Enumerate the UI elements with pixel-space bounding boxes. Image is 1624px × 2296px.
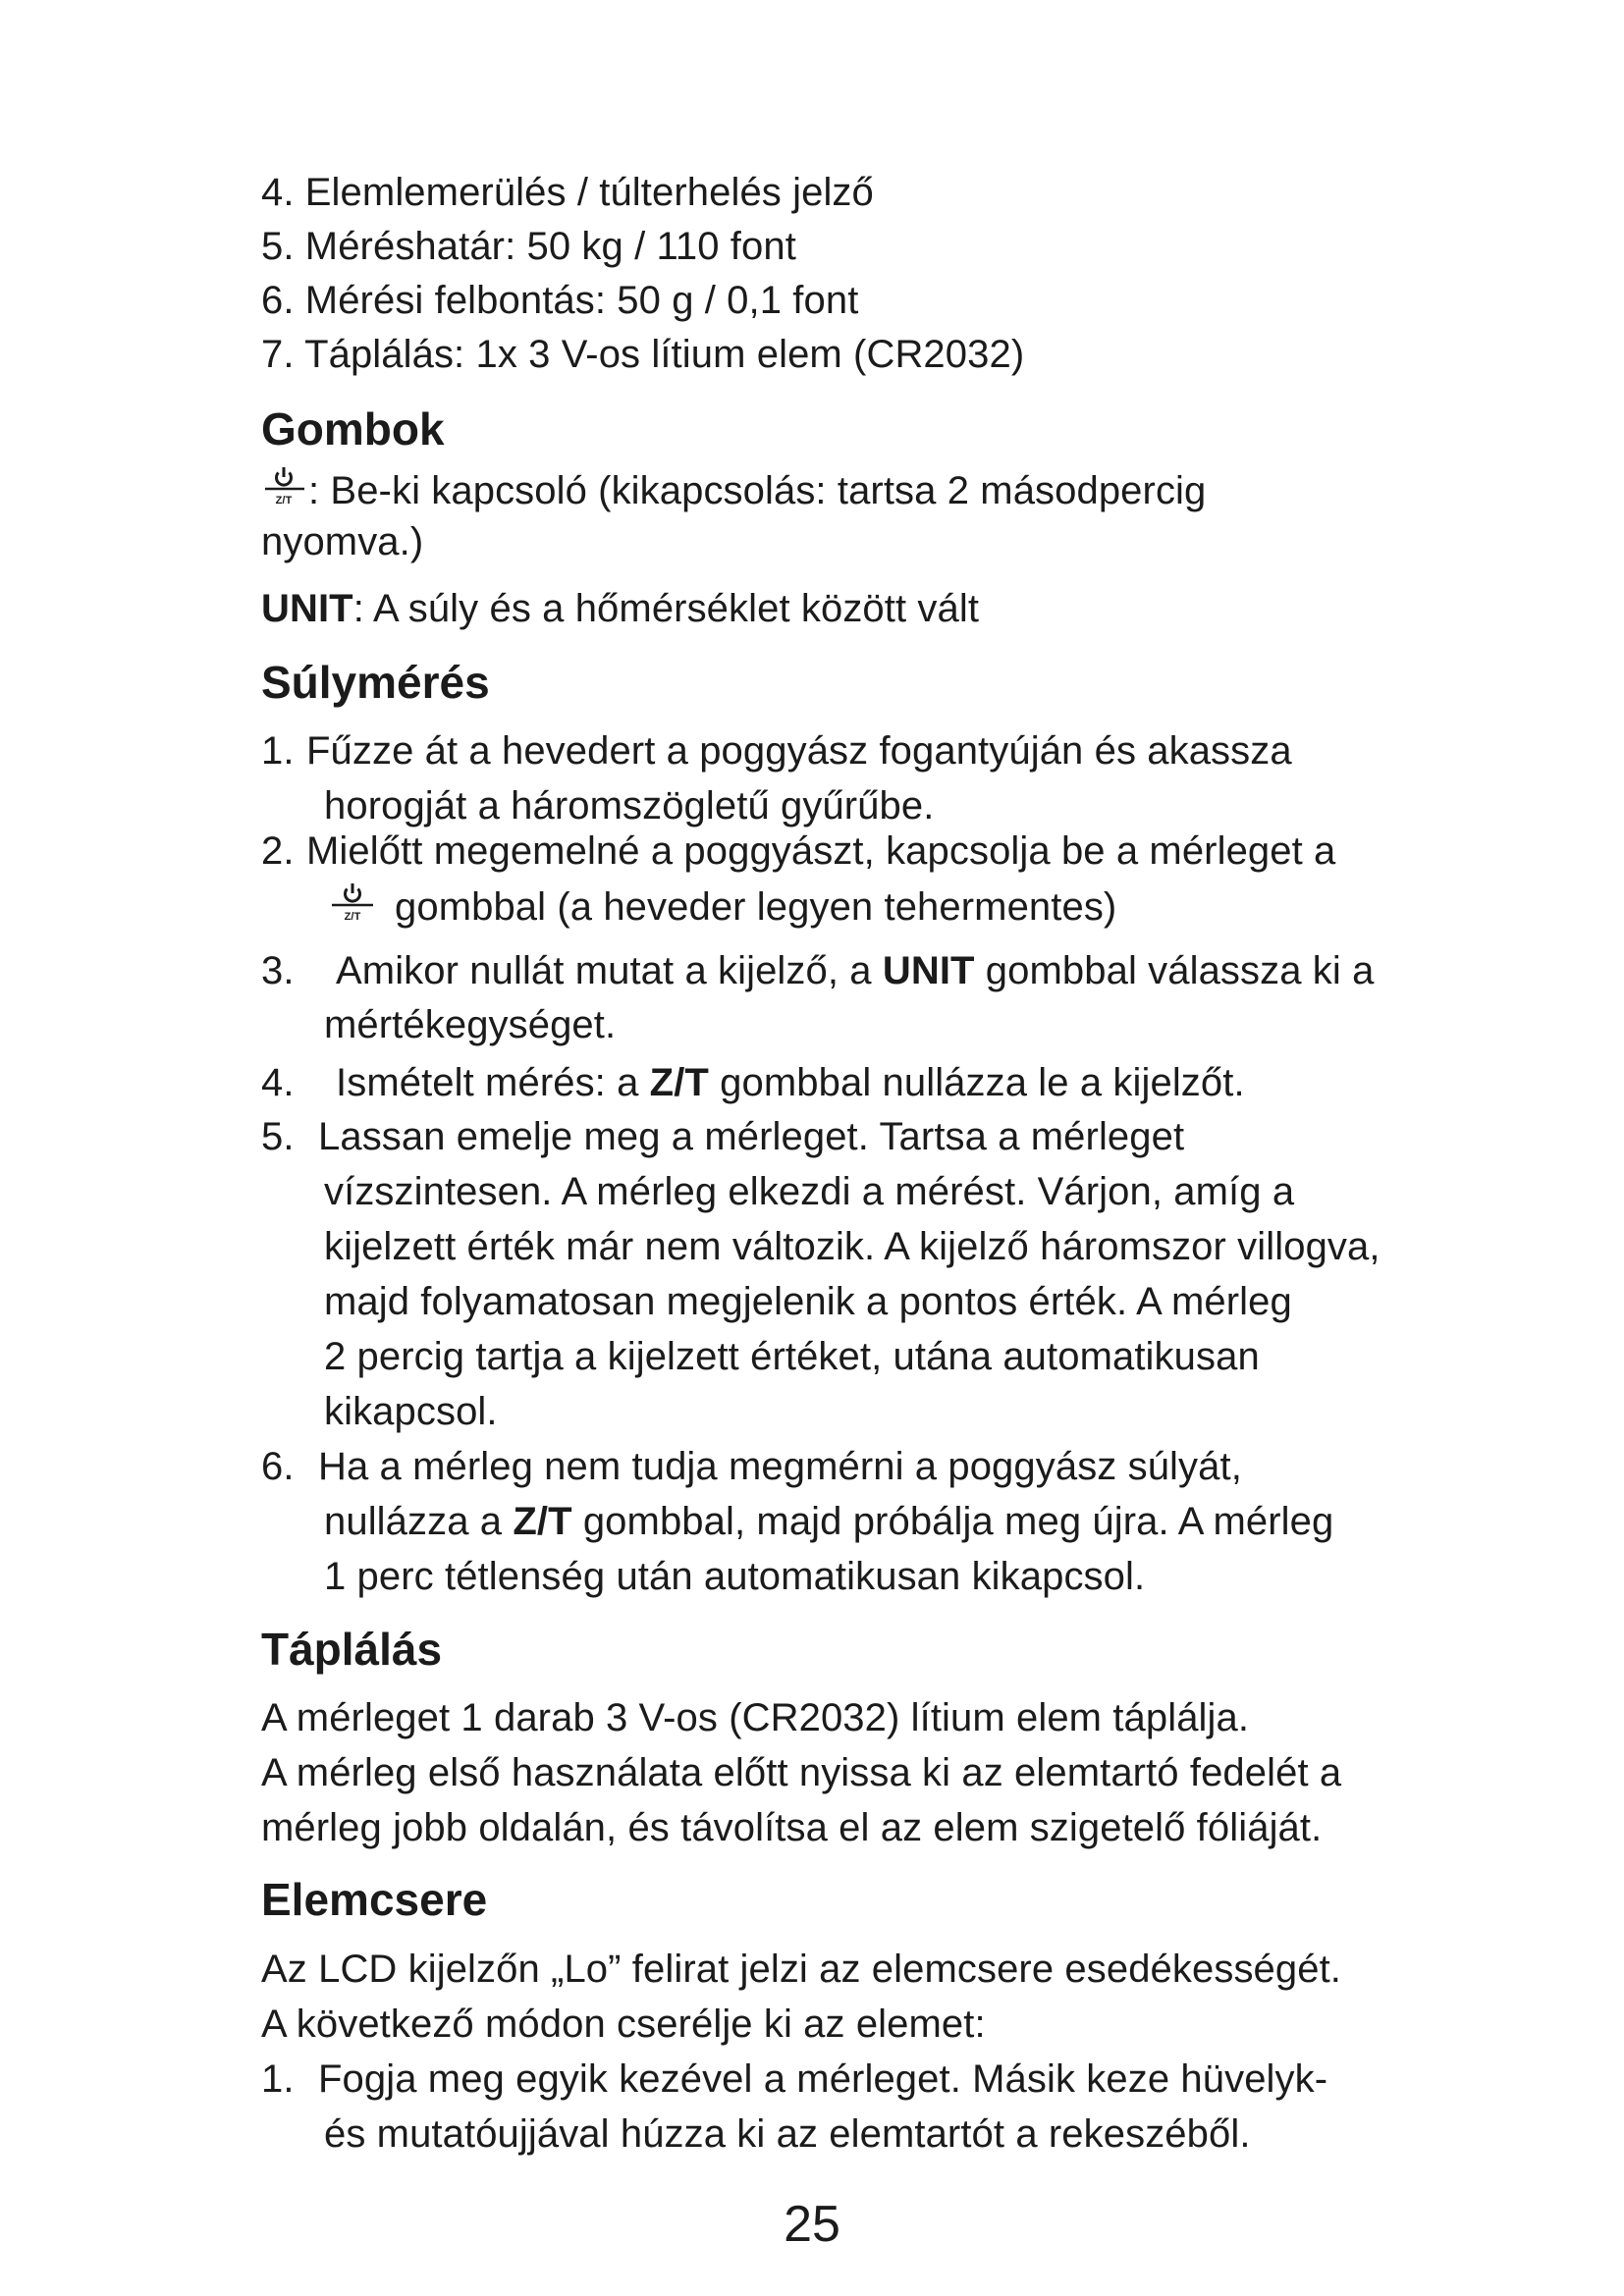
spec-item-6: 6. Mérési felbontás: 50 g / 0,1 font: [261, 279, 859, 322]
spec-item-4: 4. Elemlemerülés / túlterhelés jelző: [261, 171, 874, 214]
power-button-description: Z/T : Be-ki kapcsoló (kikapcsolás: tartsa 2 másodpercig: [261, 464, 1206, 522]
section-heading-gombok: Gombok: [261, 403, 445, 454]
step-6-cont-2: 1 perc tétlenség után automatikusan kikapcsol.: [324, 1555, 1146, 1598]
step-5-cont-4: 2 percig tartja a kijelzett értéket, utána automatikusan: [324, 1335, 1260, 1378]
svg-text:Z/T: Z/T: [275, 495, 293, 507]
step-5-cont-5: kikapcsol.: [324, 1390, 498, 1433]
elemcsere-line-2: A következő módon cserélje ki az elemet:: [261, 2002, 986, 2046]
spec-item-7: 7. Táplálás: 1x 3 V-os lítium elem (CR2032): [261, 333, 1025, 376]
taplalas-line-1: A mérleget 1 darab 3 V-os (CR2032) lítium elem táplálja.: [261, 1696, 1250, 1739]
taplalas-line-3: mérleg jobb oldalán, és távolítsa el az elem szigetelő fóliáját.: [261, 1806, 1323, 1849]
step-1: 1. Fűzze át a hevedert a poggyász fogantyúján és akassza: [261, 729, 1292, 773]
power-button-description-cont: nyomva.): [261, 520, 424, 563]
elemcsere-step-1-cont: és mutatóujjával húzza ki az elemtartót a rekeszéből.: [324, 2112, 1251, 2156]
step-1-cont: horogját a háromszögletű gyűrűbe.: [324, 784, 935, 828]
section-heading-taplalas: Táplálás: [261, 1624, 443, 1675]
elemcsere-step-1: 1. Fogja meg egyik kezével a mérleget. Másik keze hüvelyk-: [261, 2057, 1328, 2101]
power-zt-icon: [324, 881, 383, 938]
step-3: 3. Amikor nullát mutat a kijelző, a UNIT gombbal válassza ki a: [261, 949, 1375, 992]
spec-item-5: 5. Méréshatár: 50 kg / 110 font: [261, 225, 796, 268]
step-5-cont-1: vízszintesen. A mérleg elkezdi a mérést. Várjon, amíg a: [324, 1170, 1295, 1213]
unit-button-description: UNIT: A súly és a hőmérséklet között vált: [261, 587, 980, 630]
step-6: 6. Ha a mérleg nem tudja megmérni a poggyász súlyát,: [261, 1445, 1242, 1488]
section-heading-sulymeres: Súlymérés: [261, 657, 490, 708]
elemcsere-line-1: Az LCD kijelzőn „Lo” felirat jelzi az elemcsere esedékességét.: [261, 1948, 1342, 1991]
svg-text:Z/T: Z/T: [344, 911, 361, 923]
step-4: 4. Ismételt mérés: a Z/T gombbal nullázza le a kijelzőt.: [261, 1061, 1245, 1104]
section-heading-elemcsere: Elemcsere: [261, 1874, 488, 1925]
step-6-cont-1: nullázza a Z/T gombbal, majd próbálja meg újra. A mérleg: [324, 1500, 1334, 1543]
step-2: 2. Mielőtt megemelné a poggyászt, kapcsolja be a mérleget a: [261, 829, 1336, 873]
step-2-cont: Z/T gombbal (a heveder legyen tehermentes): [324, 881, 1116, 938]
taplalas-line-2: A mérleg első használata előtt nyissa ki az elemtartó fedelét a: [261, 1751, 1342, 1794]
page-number: 25: [784, 2196, 840, 2253]
step-5-cont-2: kijelzett érték már nem változik. A kijelző háromszor villogva,: [324, 1225, 1380, 1268]
step-5-cont-3: majd folyamatosan megjelenik a pontos érték. A mérleg: [324, 1280, 1292, 1323]
power-zt-icon: [261, 464, 308, 522]
step-3-cont: mértékegységet.: [324, 1003, 617, 1046]
step-5: 5. Lassan emelje meg a mérleget. Tartsa a mérleget: [261, 1115, 1185, 1158]
